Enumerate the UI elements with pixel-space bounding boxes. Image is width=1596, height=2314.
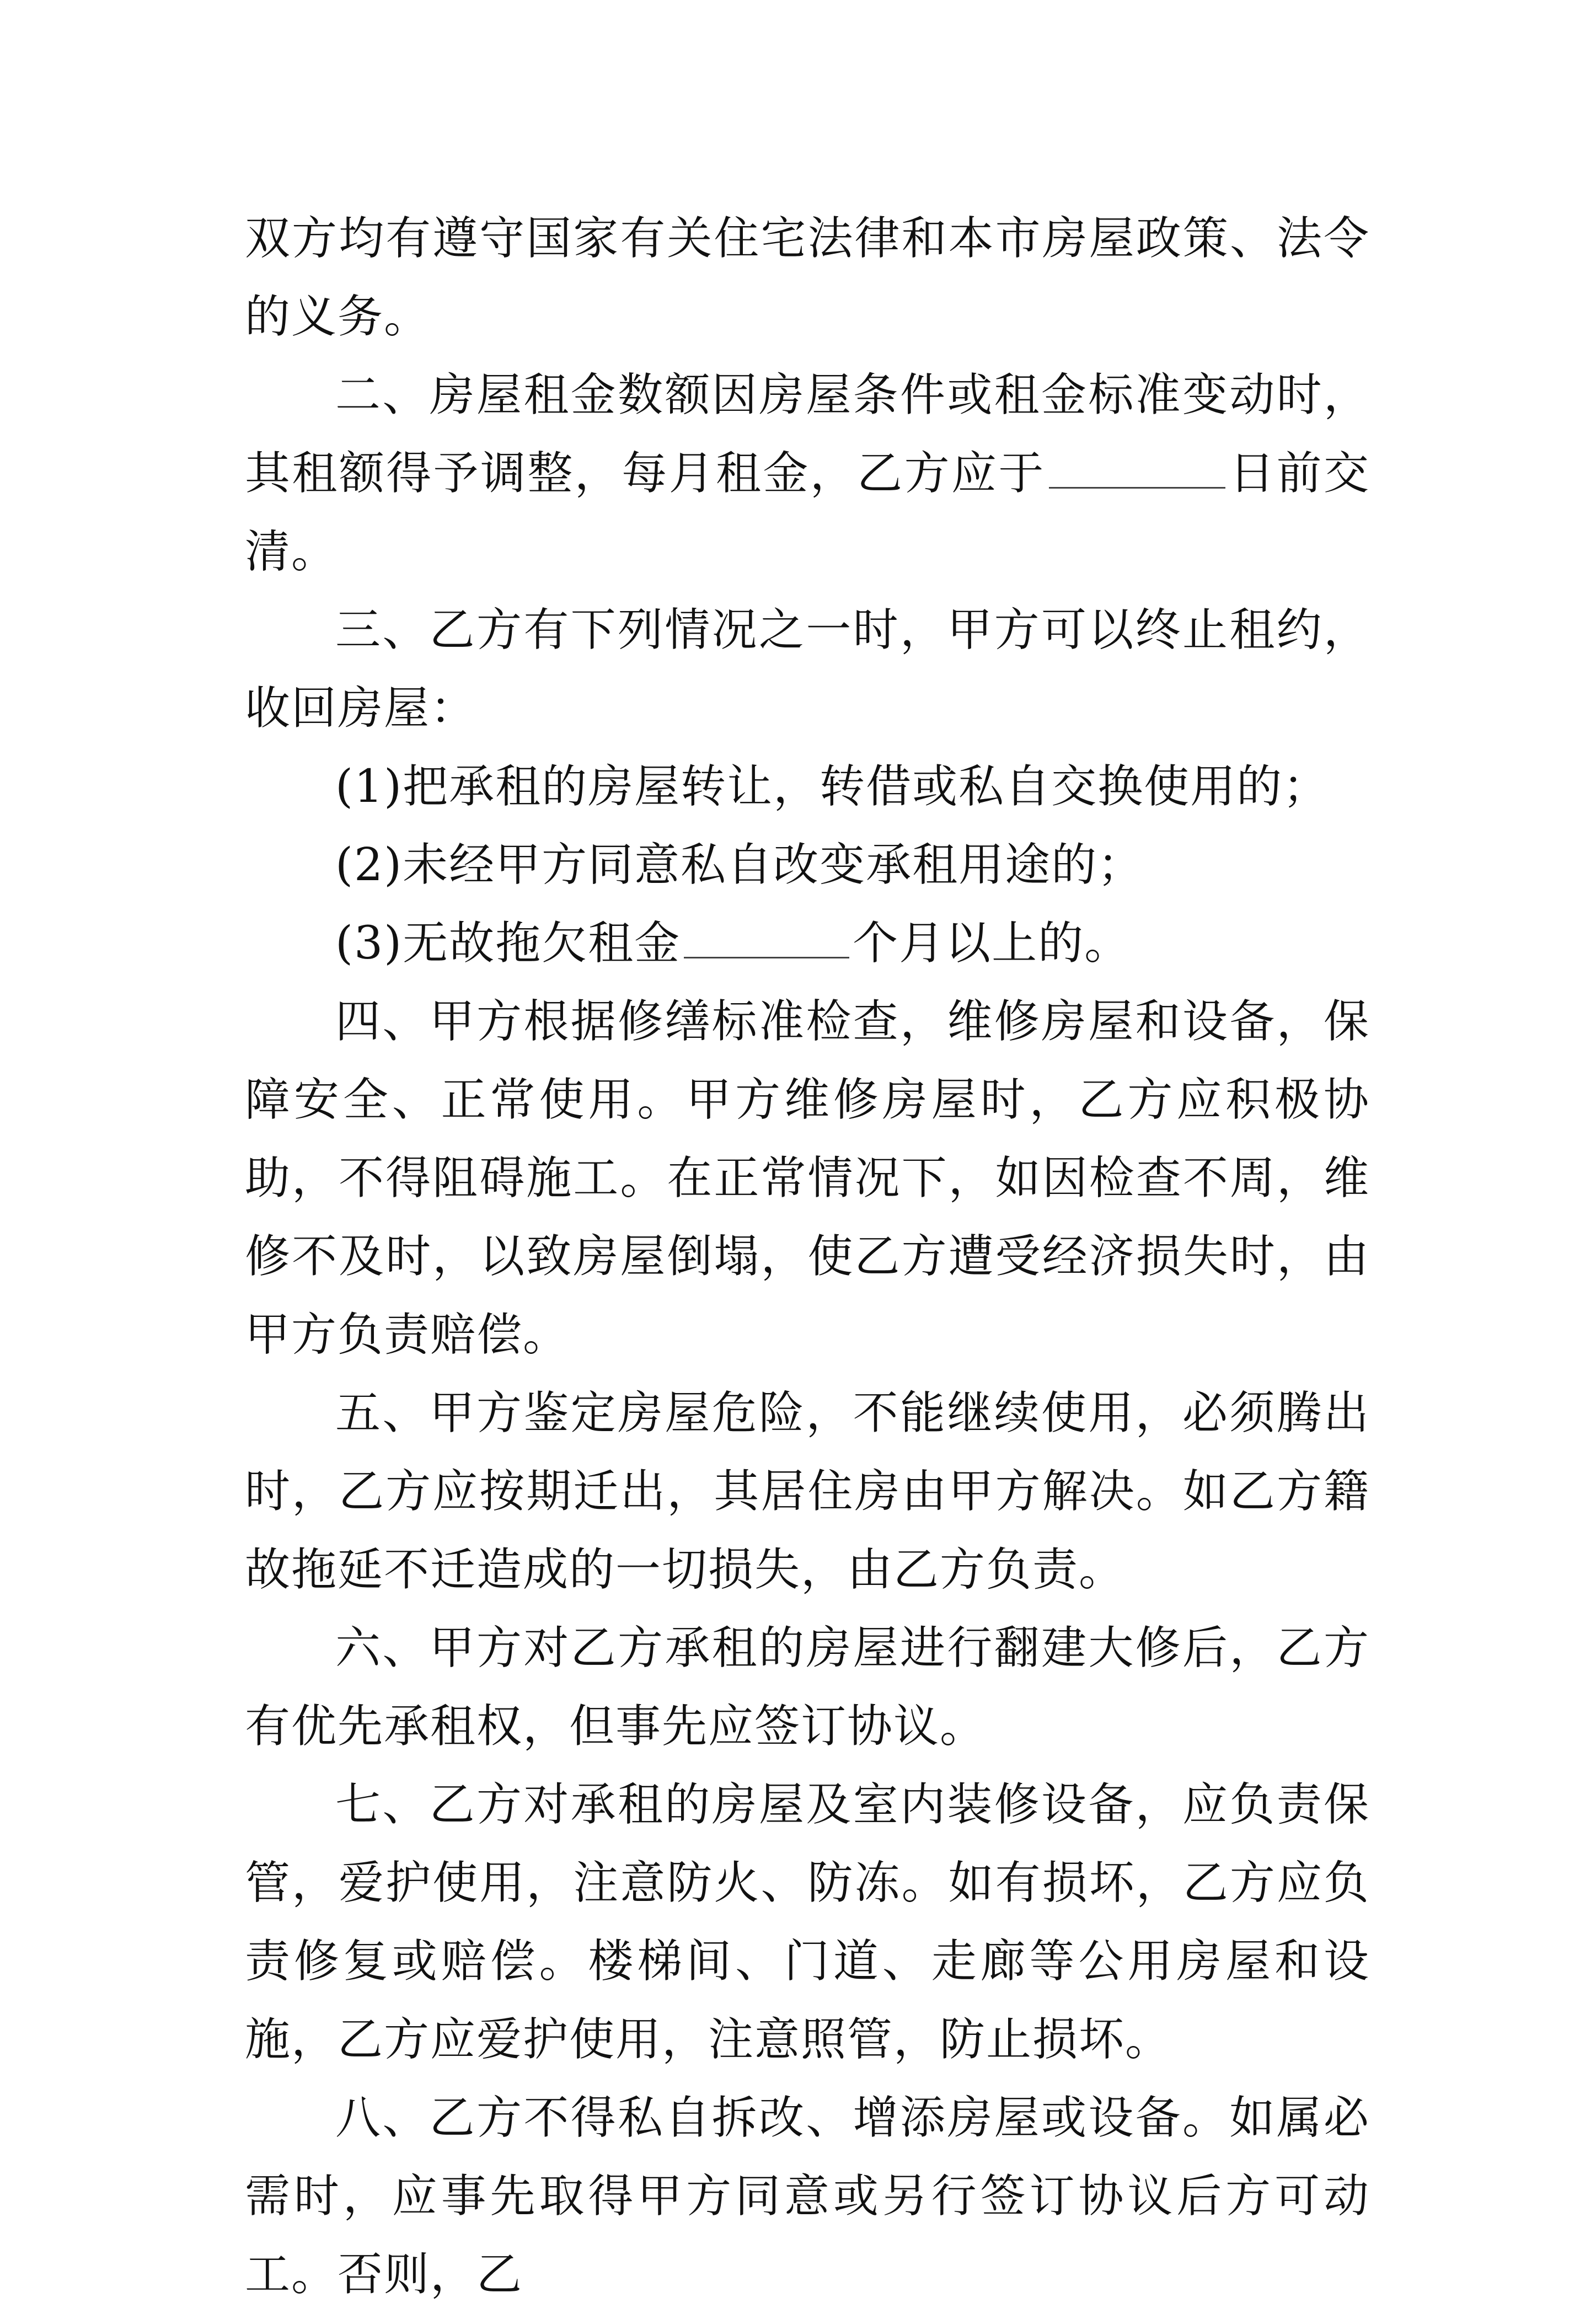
clause-4-maintenance: 四、甲方根据修缮标准检查，维修房屋和设备，保障安全、正常使用。甲方维修房屋时，乙方应积极协助，不得阻碍施工。在正常情况下，如因检查不周，维修不及时，以致房屋倒塌，使乙方遭受经济损失时，由甲方负责赔偿。 bbox=[245, 995, 1370, 1361]
clause-3-item-2: (2)未经甲方同意私自改变承租用途的； bbox=[335, 839, 1144, 891]
clause-2-text-before: 二、房屋租金数额因房屋条件或租金标准变动时，其租额得予调整，每月租金，乙方应于 bbox=[245, 369, 1370, 500]
clause-5-dangerous-house: 五、甲方鉴定房屋危险，不能继续使用，必须腾出时，乙方应按期迁出，其居住房由甲方解决。如乙方籍故拖延不迁造成的一切损失，由乙方负责。 bbox=[245, 1387, 1370, 1596]
clause-6-renovation-priority: 六、甲方对乙方承租的房屋进行翻建大修后，乙方有优先承租权，但事先应签订协议。 bbox=[245, 1622, 1370, 1753]
paragraph-continuation: 双方均有遵守国家有关住宅法律和本市房屋政策、法令的义务。 bbox=[245, 212, 1370, 343]
clause-3-item-1: (1)把承租的房屋转让，转借或私自交换使用的； bbox=[335, 760, 1330, 813]
clause-2-rent-adjustment bbox=[245, 356, 1370, 591]
document-body bbox=[245, 200, 1370, 2314]
clause-3-item-3 bbox=[245, 904, 1370, 983]
clause-8-no-alterations: 八、乙方不得私自拆改、增添房屋或设备。如属必需时，应事先取得甲方同意或另行签订协议后方可动工。否则，乙 bbox=[245, 2092, 1370, 2301]
clause-7-care-of-property: 七、乙方对承租的房屋及室内装修设备，应负责保管，爱护使用，注意防火、防冻。如有损坏，乙方应负责修复或赔偿。楼梯间、门道、走廊等公用房屋和设施，乙方应爱护使用，注意照管，防止损坏。 bbox=[245, 1779, 1370, 2066]
clause-3-item-3-after: 个月以上的。 bbox=[853, 917, 1131, 969]
clause-3-item-3-before: (3)无故拖欠租金 bbox=[335, 917, 681, 969]
overdue-months-blank[interactable] bbox=[684, 918, 849, 958]
payment-day-blank[interactable] bbox=[1049, 448, 1225, 489]
clause-2-text-after: 日前交清。 bbox=[245, 447, 1370, 578]
clause-3-termination: 三、乙方有下列情况之一时，甲方可以终止租约，收回房屋： bbox=[245, 604, 1370, 735]
